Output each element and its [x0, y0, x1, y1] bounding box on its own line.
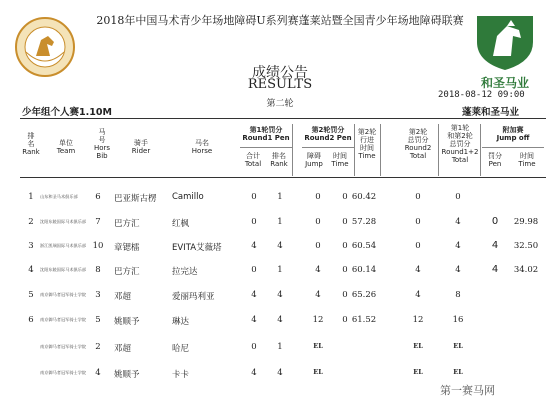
- cell-r2-jump: 0: [315, 192, 321, 202]
- header-separator: [354, 124, 355, 176]
- cell-r2-run: 57.28: [351, 217, 377, 227]
- header-separator: [438, 124, 439, 176]
- cell-r1-total: 4: [251, 290, 257, 300]
- heading-english: RESULTS: [247, 77, 313, 92]
- cell-r1-total: 4: [251, 315, 257, 325]
- sponsor-logo-text: 和圣马业: [480, 76, 529, 90]
- cell-horse: 琳达: [172, 317, 190, 327]
- cell-r1-total: 0: [251, 342, 257, 352]
- cell-rank: 3: [28, 241, 34, 251]
- column-header-r1-total: 合计 Total: [244, 152, 262, 168]
- table-row: [0, 241, 560, 261]
- cell-r1-total: 0: [251, 265, 257, 275]
- cell-rider: 邓超: [114, 344, 132, 354]
- cell-r2-jump: 0: [315, 217, 321, 227]
- cell-r1-total: 4: [251, 368, 257, 378]
- header-bottom-rule: [20, 177, 546, 178]
- cell-r2-total: 0: [415, 241, 421, 251]
- column-header-jo: 附加赛 Jump off: [496, 126, 530, 142]
- header-separator: [380, 124, 381, 176]
- column-header-r2-time: 时间 Time: [331, 152, 349, 168]
- cell-r2-total: 12: [412, 315, 424, 325]
- cell-r12-total: 16: [452, 315, 464, 325]
- cell-jo-time: 29.98: [513, 217, 539, 227]
- column-header-r2-run: 第2轮 行进 时间 Time: [357, 128, 377, 160]
- cell-bib: 6: [95, 192, 101, 202]
- table-row: [0, 290, 560, 310]
- cell-rank: 1: [28, 192, 34, 202]
- cell-rider: 姚顺予: [114, 370, 140, 380]
- cell-bib: 10: [92, 241, 104, 251]
- cell-horse: 哈尼: [172, 344, 190, 354]
- column-header-r1: 第1轮罚分 Round1 Pen: [242, 126, 290, 142]
- cell-r2-run: 65.26: [351, 290, 377, 300]
- cell-r12-total: 8: [455, 290, 461, 300]
- venue: 蓬莱和圣马业: [462, 107, 520, 118]
- cell-r2-time: 0: [342, 192, 348, 202]
- cell-horse: 卡卡: [172, 370, 190, 380]
- column-header-r2: 第2轮罚分 Round2 Pen: [304, 126, 352, 142]
- cell-team: 南京御马者冠军骑士学院: [40, 317, 87, 322]
- cell-rider: 邓超: [114, 292, 132, 302]
- cell-r2-time: 0: [342, 217, 348, 227]
- column-header-rank: 排 名 Rank: [22, 132, 40, 156]
- header-separator: [292, 124, 293, 176]
- cell-r1-total: 0: [251, 217, 257, 227]
- cell-team: 南京御马者冠军骑士学院: [40, 370, 87, 375]
- cell-bib: 3: [95, 290, 101, 300]
- cell-r12-total: EL: [453, 368, 463, 376]
- cell-r2-total: 0: [415, 217, 421, 227]
- cell-r2-jump: EL: [313, 368, 323, 376]
- table-row: [0, 315, 560, 335]
- header-group-rule: [302, 147, 354, 148]
- cell-r2-total: EL: [413, 368, 423, 376]
- column-header-r2-jump: 障碍 Jump: [305, 152, 323, 168]
- cell-r2-time: 0: [342, 315, 348, 325]
- cell-r2-time: 0: [342, 241, 348, 251]
- cell-r2-time: 0: [342, 265, 348, 275]
- cell-r1-rank: 4: [277, 290, 283, 300]
- cell-r2-total: 4: [415, 290, 421, 300]
- cell-bib: 5: [95, 315, 101, 325]
- cell-r1-rank: 1: [277, 192, 283, 202]
- cell-r2-jump: 12: [312, 315, 324, 325]
- cell-r12-total: 4: [455, 265, 461, 275]
- cell-team: 浙江凯瑞国际马术俱乐部: [40, 243, 87, 248]
- header-top-rule: [20, 118, 546, 119]
- cell-r2-run: 60.14: [351, 265, 377, 275]
- cell-r1-rank: 4: [277, 368, 283, 378]
- header-separator: [480, 124, 481, 176]
- cell-bib: 4: [95, 368, 101, 378]
- column-header-jo-pen: 罚分 Pen: [488, 152, 502, 168]
- heading-chinese: 成绩公告: [252, 65, 308, 81]
- cell-r2-jump: 4: [315, 265, 321, 275]
- cell-r1-rank: 1: [277, 217, 283, 227]
- document-title: 2018年中国马术青少年场地障碍U系列赛蓬莱站暨全国青少年场地障碍联赛: [96, 14, 464, 27]
- class-name: 少年组个人赛1.10M: [22, 107, 112, 118]
- watermark-text: 第一赛马网: [440, 384, 495, 397]
- table-row: [0, 342, 560, 362]
- cell-rider: 姚顺予: [114, 317, 140, 327]
- column-header-horse: 马名 Horse: [191, 139, 213, 155]
- cell-r12-total: 4: [455, 241, 461, 251]
- date-time: 2018-08-12 09:00: [438, 90, 525, 100]
- cell-r1-rank: 1: [277, 342, 283, 352]
- cell-rank: 4: [28, 265, 34, 275]
- cell-jo-pen: 4: [491, 240, 499, 251]
- column-header-bib: 马 号 Hors Bib: [93, 128, 111, 160]
- cell-r1-rank: 4: [277, 315, 283, 325]
- cell-rider: 巴方汇: [114, 267, 140, 277]
- cell-r1-total: 4: [251, 241, 257, 251]
- cell-team: 山东和圣马术俱乐部: [40, 194, 78, 199]
- cell-r12-total: EL: [453, 342, 463, 350]
- column-header-r2-total: 第2轮 总罚分 Round2 Total: [404, 128, 432, 160]
- cell-r2-run: 60.54: [351, 241, 377, 251]
- cell-rider: 巴方汇: [114, 219, 140, 229]
- cell-r2-run: 60.42: [351, 192, 377, 202]
- cell-r2-jump: EL: [313, 342, 323, 350]
- cell-r2-total: 0: [415, 192, 421, 202]
- cell-horse: 红枫: [172, 219, 190, 229]
- column-header-rider: 骑手 Rider: [131, 139, 151, 155]
- table-row: [0, 217, 560, 237]
- cell-rank: 2: [28, 217, 34, 227]
- cell-r2-jump: 4: [315, 290, 321, 300]
- cell-jo-time: 34.02: [513, 265, 539, 275]
- cell-rank: 5: [28, 290, 34, 300]
- cell-jo-pen: 4: [491, 264, 499, 275]
- table-row: [0, 192, 560, 212]
- cell-r12-total: 4: [455, 217, 461, 227]
- cell-jo-time: 32.50: [513, 241, 539, 251]
- cell-jo-pen: 0: [491, 216, 499, 227]
- table-row: [0, 265, 560, 285]
- cell-horse: 拉完达: [172, 267, 198, 277]
- cell-bib: 7: [95, 217, 101, 227]
- column-header-r1-rank: 排名 Rank: [270, 152, 288, 168]
- header-group-rule: [482, 147, 544, 148]
- cell-r12-total: 0: [455, 192, 461, 202]
- cell-bib: 2: [95, 342, 101, 352]
- cell-team: 沈阳东陵国际马术俱乐部: [40, 267, 87, 272]
- round-label: 第二轮: [266, 99, 294, 109]
- cell-team: 南京御马者冠军骑士学院: [40, 344, 87, 349]
- header-group-rule: [240, 147, 292, 148]
- cell-r1-total: 0: [251, 192, 257, 202]
- cell-rider: 巴亚斯古楞: [114, 194, 157, 204]
- cell-bib: 8: [95, 265, 101, 275]
- cell-horse: Camillo: [172, 192, 204, 202]
- cell-r2-jump: 0: [315, 241, 321, 251]
- cell-team: 南京御马者冠军骑士学院: [40, 292, 87, 297]
- column-header-r12-total: 第1轮 和第2轮 总罚分 Round1+2 Total: [441, 124, 479, 164]
- cell-team: 沈阳东陵国际马术俱乐部: [40, 219, 87, 224]
- cell-horse: EVITA艾薇塔: [172, 243, 222, 253]
- cell-r2-total: EL: [413, 342, 423, 350]
- column-header-jo-time: 时间 Time: [518, 152, 536, 168]
- cell-rider: 章锶檑: [114, 243, 140, 253]
- cell-horse: 爱丽玛利亚: [172, 292, 215, 302]
- cell-rank: 6: [28, 315, 34, 325]
- cell-r1-rank: 1: [277, 265, 283, 275]
- cell-r2-run: 61.52: [351, 315, 377, 325]
- cell-r2-total: 4: [415, 265, 421, 275]
- cell-r2-time: 0: [342, 290, 348, 300]
- cell-r1-rank: 4: [277, 241, 283, 251]
- column-header-team: 单位 Team: [56, 139, 76, 155]
